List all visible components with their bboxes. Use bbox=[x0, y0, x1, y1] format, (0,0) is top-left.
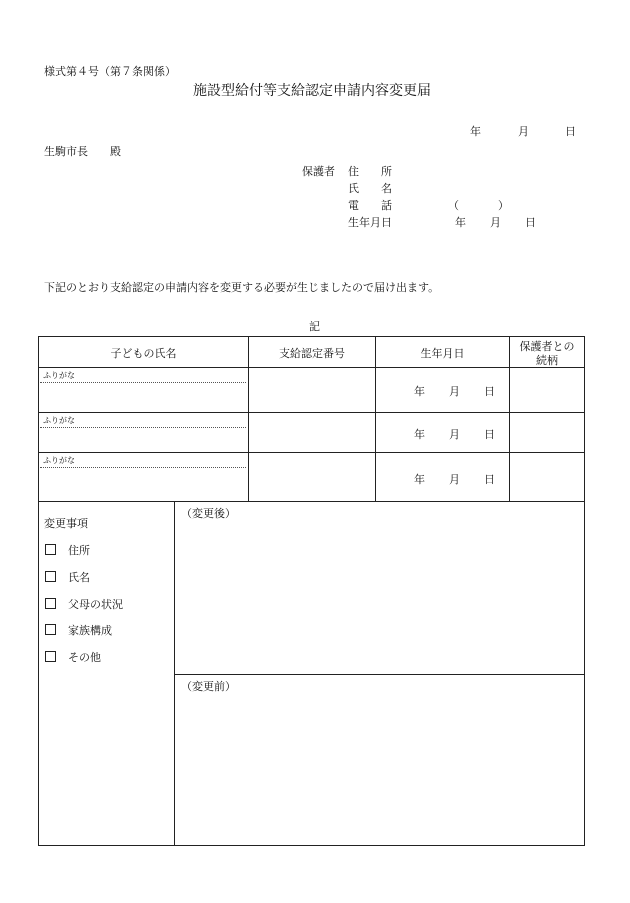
page-title: 施設型給付等支給認定申請内容変更届 bbox=[193, 83, 431, 99]
guardian-address-label: 住 所 bbox=[348, 165, 392, 178]
guardian-dob-day: 日 bbox=[525, 216, 536, 229]
row-1-furigana: ふりがな bbox=[43, 371, 75, 380]
addressee: 生駒市長 殿 bbox=[44, 145, 121, 158]
header-child-name: 子どもの氏名 bbox=[110, 347, 177, 360]
change-item-family[interactable] bbox=[45, 622, 112, 638]
row-2-year: 年 bbox=[414, 428, 425, 441]
before-label: （変更前） bbox=[181, 680, 236, 693]
after-label: （変更後） bbox=[181, 507, 236, 520]
row-3-year: 年 bbox=[414, 473, 425, 486]
form-number: 様式第４号（第７条関係） bbox=[44, 65, 176, 78]
change-item-label: 氏名 bbox=[68, 571, 90, 584]
intro-text: 下記のとおり支給認定の申請内容を変更する必要が生じましたので届け出ます。 bbox=[44, 281, 440, 294]
date-year-label: 年 bbox=[470, 125, 481, 138]
change-item-name[interactable] bbox=[45, 569, 90, 585]
header-cert-number: 支給認定番号 bbox=[279, 347, 345, 360]
change-item-parents[interactable] bbox=[45, 596, 123, 612]
header-relation-line2: 続柄 bbox=[536, 354, 558, 367]
row-1-day: 日 bbox=[484, 385, 495, 398]
guardian-dob-year: 年 bbox=[455, 216, 466, 229]
guardian-phone-label: 電 話 bbox=[348, 199, 392, 212]
row-1-year: 年 bbox=[414, 385, 425, 398]
row-2-day: 日 bbox=[484, 428, 495, 441]
header-relation-line1: 保護者との bbox=[519, 340, 575, 353]
checkbox-icon[interactable] bbox=[45, 598, 56, 609]
date-day-label: 日 bbox=[565, 125, 576, 138]
change-item-other[interactable] bbox=[45, 649, 101, 665]
change-item-label: 父母の状況 bbox=[68, 598, 123, 611]
checkbox-icon[interactable] bbox=[45, 624, 56, 635]
row-3-furigana: ふりがな bbox=[43, 456, 75, 465]
guardian-name-label: 氏 名 bbox=[348, 182, 392, 195]
changes-title: 変更事項 bbox=[44, 517, 88, 530]
row-2-month: 月 bbox=[449, 428, 460, 441]
row-3-day: 日 bbox=[484, 473, 495, 486]
guardian-label: 保護者 bbox=[302, 165, 335, 178]
change-item-label: 家族構成 bbox=[68, 624, 112, 637]
change-item-label: 住所 bbox=[68, 544, 90, 557]
phone-paren-open: （ bbox=[448, 199, 459, 212]
guardian-dob-label: 生年月日 bbox=[348, 216, 392, 229]
checkbox-icon[interactable] bbox=[45, 651, 56, 662]
phone-paren-close: ） bbox=[498, 199, 509, 212]
header-dob: 生年月日 bbox=[420, 347, 465, 360]
row-1-month: 月 bbox=[449, 385, 460, 398]
row-2-furigana: ふりがな bbox=[43, 416, 75, 425]
checkbox-icon[interactable] bbox=[45, 544, 56, 555]
change-item-address[interactable] bbox=[45, 542, 90, 558]
checkbox-icon[interactable] bbox=[45, 571, 56, 582]
change-item-label: その他 bbox=[68, 651, 101, 664]
ki-label: 記 bbox=[309, 320, 320, 333]
row-3-month: 月 bbox=[449, 473, 460, 486]
date-month-label: 月 bbox=[518, 125, 529, 138]
guardian-dob-month: 月 bbox=[490, 216, 501, 229]
